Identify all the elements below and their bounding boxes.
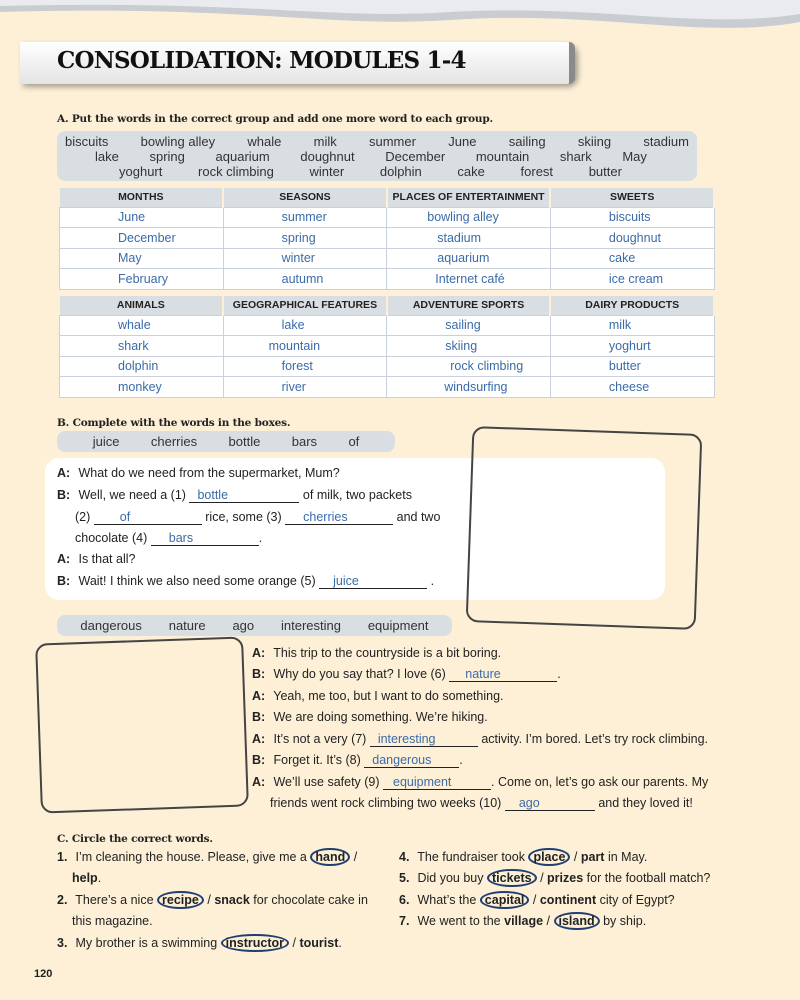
- dialog-2-line-5: A: It’s not a very (7) interesting activity. I’m bored. Let’s try rock climbing.: [252, 732, 709, 746]
- question-5: 5. Did you buy tickets / prizes for the football match?: [399, 871, 711, 885]
- column-header: MONTHS: [60, 188, 224, 207]
- table-cell: river: [223, 377, 387, 398]
- word: summer: [369, 134, 416, 149]
- word: equipment: [367, 618, 429, 633]
- answer-blank-7: interesting: [370, 732, 478, 747]
- dialog-2-line-1: A: This trip to the countryside is a bit boring.: [252, 646, 502, 660]
- word: mountain: [475, 149, 530, 164]
- option-circled[interactable]: recipe: [157, 891, 204, 909]
- option[interactable]: help: [72, 871, 98, 885]
- dialog-2-line-3: A: Yeah, me too, but I want to do something.: [252, 689, 504, 703]
- column-header: PLACES OF ENTERTAINMENT: [387, 188, 551, 207]
- word: yoghurt: [119, 164, 163, 179]
- option[interactable]: continent: [539, 893, 597, 907]
- option[interactable]: tourist: [299, 936, 339, 950]
- word: nature: [168, 618, 206, 633]
- table-cell: skiing: [387, 336, 551, 357]
- option-circled[interactable]: island: [554, 912, 600, 930]
- column-header: SEASONS: [223, 188, 387, 207]
- word: milk: [313, 134, 337, 149]
- group-table-1: [59, 188, 715, 290]
- group-table-2: [59, 296, 715, 398]
- dialog-1-line-1: A: What do we need from the supermarket, Mum?: [57, 466, 340, 480]
- table-cell: aquarium: [387, 248, 551, 269]
- option-circled[interactable]: hand: [310, 848, 350, 866]
- table-cell: windsurfing: [387, 377, 551, 398]
- word: aquarium: [215, 149, 270, 164]
- option[interactable]: village: [504, 914, 544, 928]
- table-cell: ice cream: [550, 269, 714, 290]
- dialog-1-line-4: chocolate (4) bars .: [75, 531, 263, 545]
- dialog-1-line-3: (2) of rice, some (3) cherries and two: [75, 510, 441, 524]
- answer-blank-5: juice: [319, 574, 427, 589]
- question-1: 1. I’m cleaning the house. Please, give me a hand /: [57, 850, 358, 864]
- word: interesting: [280, 618, 341, 633]
- column-header: ADVENTURE SPORTS: [387, 296, 551, 315]
- word: forest: [520, 164, 554, 179]
- word: whale: [247, 134, 282, 149]
- word: bars: [291, 434, 318, 449]
- option-circled[interactable]: tickets: [487, 869, 537, 887]
- word: cherries: [150, 434, 198, 449]
- dialog-1-line-2: B: Well, we need a (1) bottle of milk, two packets: [57, 488, 412, 502]
- dialog-2-line-6: B: Forget it. It’s (8) dangerous .: [252, 753, 463, 767]
- table-cell: bowling alley: [387, 207, 551, 228]
- section-a-word-box: [57, 131, 697, 181]
- dialog-1-line-5: A: Is that all?: [57, 552, 136, 566]
- option-circled[interactable]: capital: [480, 891, 530, 909]
- table-cell: milk: [550, 315, 714, 336]
- word: sailing: [508, 134, 546, 149]
- header-wave: [0, 0, 800, 40]
- word: December: [385, 149, 446, 164]
- table-cell: sailing: [387, 315, 551, 336]
- option[interactable]: snack: [214, 893, 250, 907]
- answer-blank-8: dangerous: [364, 753, 459, 768]
- word-row-2: [57, 149, 697, 165]
- word: June: [448, 134, 477, 149]
- table-cell: Internet café: [387, 269, 551, 290]
- question-3: 3. My brother is a swimming instructor / tourist.: [57, 936, 342, 950]
- word-row-3: [57, 164, 697, 180]
- word: stadium: [643, 134, 689, 149]
- word: shark: [559, 149, 592, 164]
- table-cell: shark: [60, 336, 224, 357]
- word: bottle: [228, 434, 261, 449]
- section-c-instruction: C. Circle the correct words.: [57, 833, 213, 845]
- option-circled[interactable]: instructor: [221, 934, 289, 952]
- answer-blank-4: bars: [151, 531, 259, 546]
- picture-frame-1: [466, 426, 703, 630]
- column-header: DAIRY PRODUCTS: [550, 296, 714, 315]
- word: May: [622, 149, 647, 164]
- section-a-instruction: A. Put the words in the correct group and add one more word to each group.: [57, 113, 493, 125]
- question-2-cont: this magazine.: [72, 914, 153, 928]
- option-circled[interactable]: place: [528, 848, 570, 866]
- word: lake: [95, 149, 119, 164]
- table-cell: mountain: [223, 336, 387, 357]
- answer-blank-1: bottle: [189, 488, 299, 503]
- answer-blank-9: equipment: [383, 775, 491, 790]
- word: juice: [92, 434, 120, 449]
- table-cell: dolphin: [60, 356, 224, 377]
- dialog-2-line-8: friends went rock climbing two weeks (10) ago and they loved it!: [270, 796, 693, 810]
- section-b-instruction: B. Complete with the words in the boxes.: [57, 417, 291, 429]
- question-2: 2. There’s a nice recipe / snack for chocolate cake in: [57, 893, 368, 907]
- word: of: [348, 434, 360, 449]
- table-cell: cake: [550, 248, 714, 269]
- table-cell: forest: [223, 356, 387, 377]
- table-cell: February: [60, 269, 224, 290]
- table-cell: monkey: [60, 377, 224, 398]
- word: skiing: [577, 134, 612, 149]
- option[interactable]: prizes: [547, 871, 584, 885]
- table-cell: whale: [60, 315, 224, 336]
- table-cell: spring: [223, 228, 387, 249]
- answer-blank-2: of: [94, 510, 202, 525]
- table-cell: autumn: [223, 269, 387, 290]
- word: bowling alley: [140, 134, 216, 149]
- word: winter: [309, 164, 345, 179]
- word-box-2: [57, 615, 452, 636]
- word: biscuits: [65, 134, 109, 149]
- word: cake: [457, 164, 485, 179]
- table-cell: stadium: [387, 228, 551, 249]
- question-7: 7. We went to the village / island by ship.: [399, 914, 647, 928]
- table-cell: May: [60, 248, 224, 269]
- table-cell: winter: [223, 248, 387, 269]
- table-cell: doughnut: [550, 228, 714, 249]
- word: dolphin: [379, 164, 422, 179]
- table-cell: yoghurt: [550, 336, 714, 357]
- table-cell: rock climbing: [387, 356, 551, 377]
- table-cell: December: [60, 228, 224, 249]
- answer-blank-3: cherries: [285, 510, 393, 525]
- word: doughnut: [300, 149, 355, 164]
- table-cell: butter: [550, 356, 714, 377]
- table-cell: biscuits: [550, 207, 714, 228]
- table-cell: cheese: [550, 377, 714, 398]
- dialog-2-line-2: B: Why do you say that? I love (6) nature .: [252, 667, 561, 681]
- table-cell: lake: [223, 315, 387, 336]
- answer-blank-6: nature: [449, 667, 557, 682]
- table-cell: June: [60, 207, 224, 228]
- dialog-1-line-6: B: Wait! I think we also need some orange (5) juice .: [57, 574, 435, 588]
- option[interactable]: part: [580, 850, 605, 864]
- dialog-2-line-7: A: We’ll use safety (9) equipment . Come on, let’s go ask our parents. My: [252, 775, 709, 789]
- table-cell: summer: [223, 207, 387, 228]
- word: spring: [149, 149, 185, 164]
- question-1-cont: help.: [72, 871, 102, 885]
- answer-blank-10: ago: [505, 796, 595, 811]
- word-box-1: [57, 431, 395, 452]
- word: dangerous: [80, 618, 142, 633]
- word: rock climbing: [198, 164, 274, 179]
- page-title: CONSOLIDATION: MODULES 1-4: [57, 47, 466, 74]
- word-row-1: [57, 134, 697, 150]
- question-6: 6. What’s the capital / continent city of Egypt?: [399, 893, 675, 907]
- column-header: ANIMALS: [60, 296, 224, 315]
- question-4: 4. The fundraiser took place / part in May.: [399, 850, 648, 864]
- column-header: GEOGRAPHICAL FEATURES: [223, 296, 387, 315]
- page-number: 120: [34, 968, 53, 980]
- column-header: SWEETS: [550, 188, 714, 207]
- word: butter: [588, 164, 622, 179]
- picture-frame-2: [35, 636, 249, 813]
- dialog-2-line-4: B: We are doing something. We’re hiking.: [252, 710, 488, 724]
- word: ago: [232, 618, 255, 633]
